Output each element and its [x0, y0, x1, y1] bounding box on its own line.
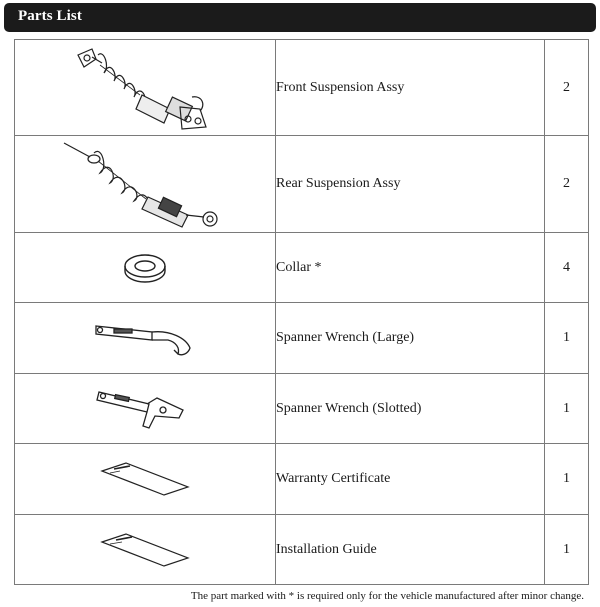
part-quantity: 1	[545, 515, 589, 585]
footnote: The part marked with * is required only for the vehicle manufactured after minor change.	[190, 590, 584, 602]
collar-icon	[121, 251, 169, 285]
part-name: Collar *	[276, 233, 545, 303]
warranty-certificate-icon	[100, 461, 190, 497]
table-row	[15, 444, 589, 515]
part-name: Spanner Wrench (Large)	[276, 303, 545, 374]
spanner-wrench-large-icon	[90, 318, 200, 358]
part-quantity: 1	[545, 303, 589, 374]
part-quantity: 2	[545, 40, 589, 136]
part-quantity: 2	[545, 136, 589, 233]
rear-suspension-icon	[60, 139, 230, 229]
table-row	[15, 233, 589, 303]
part-name: Installation Guide	[276, 515, 545, 585]
part-quantity: 4	[545, 233, 589, 303]
parts-table	[14, 39, 589, 585]
page-title: Parts List	[18, 8, 82, 24]
front-suspension-icon	[70, 45, 220, 131]
table-row	[15, 136, 589, 233]
part-name: Spanner Wrench (Slotted)	[276, 374, 545, 444]
installation-guide-icon	[100, 532, 190, 568]
table-row	[15, 374, 589, 444]
spanner-wrench-slotted-icon	[95, 386, 195, 432]
table-row	[15, 40, 589, 136]
part-quantity: 1	[545, 374, 589, 444]
parts-list-header	[4, 3, 596, 32]
part-quantity: 1	[545, 444, 589, 515]
table-row	[15, 515, 589, 585]
part-name: Front Suspension Assy	[276, 40, 545, 136]
part-name: Warranty Certificate	[276, 444, 545, 515]
part-name: Rear Suspension Assy	[276, 136, 545, 233]
table-row	[15, 303, 589, 374]
